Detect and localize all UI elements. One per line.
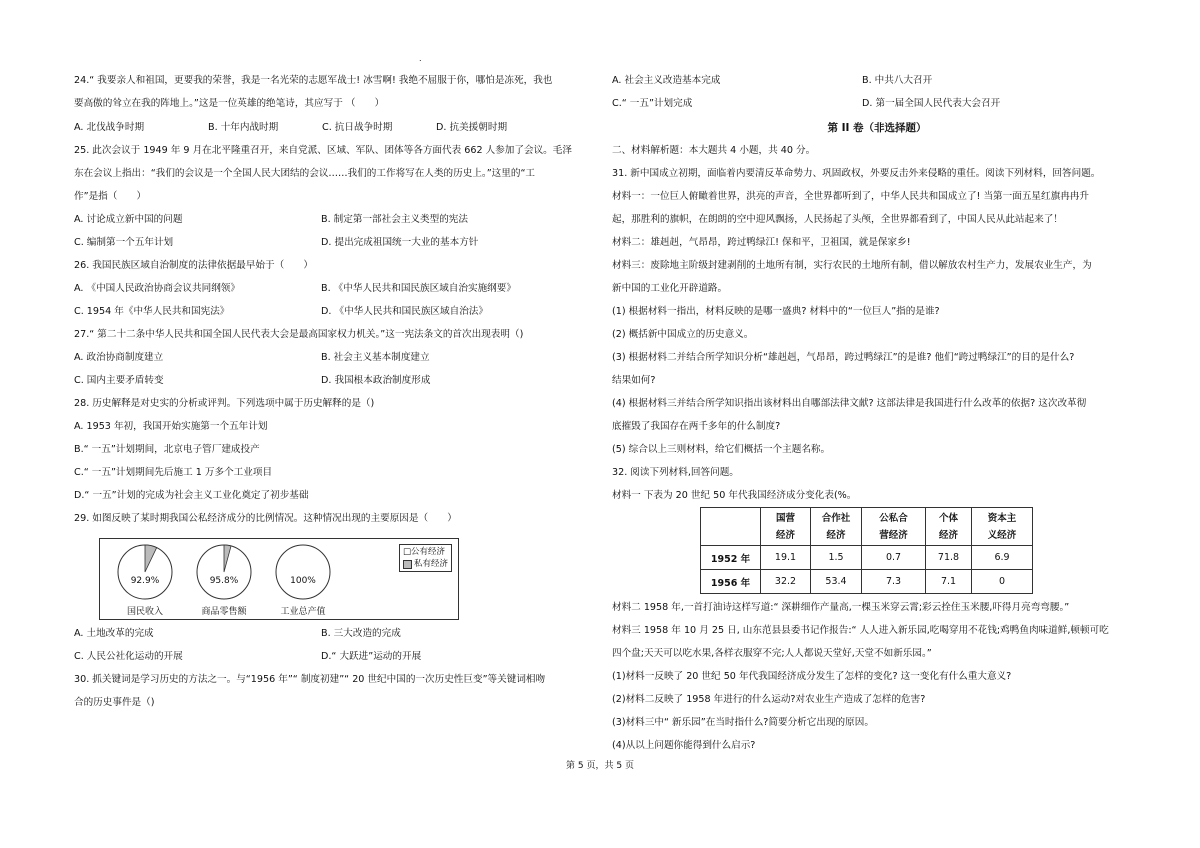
table-cell: 32.2 xyxy=(761,570,811,594)
q25-option-b: B. 制定第一部社会主义类型的宪法 xyxy=(321,214,468,225)
pie3-caption: 工业总产值 xyxy=(280,607,326,617)
table-header-cell: 国营 经济 xyxy=(761,508,811,546)
q32-material1: 材料一 下表为 20 世纪 50 年代我国经济成分变化表(%。 xyxy=(612,490,857,501)
q31-line: 材料二：雄赳赳，气昂昂，跨过鸭绿江! 保和平，卫祖国，就是保家乡! xyxy=(612,237,911,248)
pie2-value-label: 95.8% xyxy=(209,576,239,586)
legend-public: □公有经济 xyxy=(403,547,446,557)
q25-option-d: D. 提出完成祖国统一大业的基本方针 xyxy=(321,237,479,248)
table-cell: 0 xyxy=(972,570,1033,594)
q24-option-d: D. 抗美援朝时期 xyxy=(436,122,508,133)
q32-material3-line1: 材料三 1958 年 10 月 25 日, 山东范县县委书记作报告:“ 人人进入新乐园,吃喝穿用不花钱;鸡鸭鱼肉味道鲜,顿顿可吃 xyxy=(612,625,1109,636)
pie1-caption: 国民收入 xyxy=(126,607,163,617)
private-swatch-icon xyxy=(403,560,412,569)
q32-question: (4)从以上问题你能得到什么启示? xyxy=(612,740,756,751)
q32-question: (1)材料一反映了 20 世纪 50 年代我国经济成分发生了怎样的变化? 这一变化有什么重大意义? xyxy=(612,671,1012,682)
q28-option-c: C.“ 一五”计划期间先后施工 1 万多个工业项目 xyxy=(74,467,273,478)
table-row xyxy=(701,570,1033,594)
q29-option-d: D.“ 大跃进”运动的开展 xyxy=(321,651,422,662)
table-cell: 1.5 xyxy=(811,546,862,570)
table-row-year: 1952 年 xyxy=(701,546,761,570)
q24-stem-line1: 24.“ 我要亲人和祖国，更要我的荣誉，我是一名光荣的志愿军战士! 冰雪啊! 我绝不屈服于你，哪怕是冻死，我也 xyxy=(74,75,553,86)
table-cell: 0.7 xyxy=(862,546,926,570)
pie-legend xyxy=(399,544,452,572)
q31-question: (5) 综合以上三则材料，给它们概括一个主题名称。 xyxy=(612,444,831,455)
q32-stem: 32. 阅读下列材料,回答问题。 xyxy=(612,467,739,478)
q27-option-d: D. 我国根本政治制度形成 xyxy=(321,375,431,386)
q26-option-a: A. 《中国人民政治协商会议共同纲领》 xyxy=(74,283,240,294)
q26-option-d: D. 《中华人民共和国民族区域自治法》 xyxy=(321,306,488,317)
q30-option-d: D. 第一届全国人民代表大会召开 xyxy=(862,98,1001,109)
pie-3-circle xyxy=(276,545,330,599)
q31-line: 新中国的工业化开辟道路。 xyxy=(612,283,728,294)
q25-option-c: C. 编制第一个五年计划 xyxy=(74,237,174,248)
q28-option-b: B.“ 一五”计划期间，北京电子管厂建成投产 xyxy=(74,444,260,455)
table-header-row xyxy=(701,508,1033,546)
q25-stem-line3: 作”是指（ ） xyxy=(74,191,147,202)
q24-stem-line2: 要高傲的耸立在我的阵地上。”这是一位英雄的绝笔诗，其应写于 （ ） xyxy=(74,98,385,109)
q29-option-c: C. 人民公社化运动的开展 xyxy=(74,651,183,662)
section-title: 第 II 卷（非选择题） xyxy=(827,122,927,134)
table-cell: 71.8 xyxy=(926,546,972,570)
q31-question: 结果如何? xyxy=(612,375,656,386)
q31-question: (3) 根据材料二并结合所学知识分析“雄赳赳，气昂昂，跨过鸭绿江”的是谁? 他们“跨过鸭绿江”的目的是什么? xyxy=(612,352,1075,363)
q26-option-b: B. 《中华人民共和国民族区域自治实施纲要》 xyxy=(321,283,516,294)
table-header-cell: 资本主 义经济 xyxy=(972,508,1033,546)
table-cell: 6.9 xyxy=(972,546,1033,570)
table-cell: 7.1 xyxy=(926,570,972,594)
q32-material2: 材料二 1958 年,一首打油诗这样写道:“ 深耕细作产量高,一棵玉米穿云霄;彩云拴住玉米腰,吓得月亮弯弯腰。” xyxy=(612,602,1070,613)
table-header-cell: 公私合 营经济 xyxy=(862,508,926,546)
table-cell: 7.3 xyxy=(862,570,926,594)
q26-stem: 26. 我国民族区域自治制度的法律依据最早始于（ ） xyxy=(74,260,313,271)
q32-question: (2)材料二反映了 1958 年进行的什么运动?对农业生产造成了怎样的危害? xyxy=(612,694,926,705)
q30-option-a: A. 社会主义改造基本完成 xyxy=(612,75,721,86)
page-footer: 第 5 页，共 5 页 xyxy=(566,761,634,771)
q31-line: 31. 新中国成立初期，面临着内要清反革命势力、巩固政权，外要反击外来侵略的重任。阅读下列材料，回答问题。 xyxy=(612,168,1101,179)
q31-question: (1) 根据材料一指出，材料反映的是哪一盛典? 材料中的“一位巨人”指的是谁? xyxy=(612,306,940,317)
q32-question: (3)材料三中“ 新乐园”在当时指什么?简要分析它出现的原因。 xyxy=(612,717,874,728)
q29-stem: 29. 如图反映了某时期我国公私经济成分的比例情况。这种情况出现的主要原因是（ ） xyxy=(74,513,457,524)
table-corner-cell xyxy=(701,508,761,546)
q31-line: 材料一：一位巨人俯瞰着世界，洪亮的声音，全世界都听到了，中华人民共和国成立了! 当第一面五星红旗冉冉升 xyxy=(612,191,1089,202)
q28-stem: 28. 历史解释是对史实的分析或评判。下列选项中属于历史解释的是（) xyxy=(74,398,375,409)
q31-question: (4) 根据材料三并结合所学知识指出该材料出自哪部法律文献? 这部法律是我国进行什么改革的依据? 这次改革彻 xyxy=(612,398,1087,409)
table-row xyxy=(701,546,1033,570)
q32-material3-line2: 四个盘;天天可以吃水果,各样衣服穿不完;人人都说天堂好,天堂不如新乐园。” xyxy=(612,648,932,659)
q29-option-b: B. 三大改造的完成 xyxy=(321,628,401,639)
table-row-year: 1956 年 xyxy=(701,570,761,594)
q27-option-a: A. 政治协商制度建立 xyxy=(74,352,164,363)
q30-option-b: B. 中共八大召开 xyxy=(862,75,933,86)
table-header-cell: 个体 经济 xyxy=(926,508,972,546)
q24-option-c: C. 抗日战争时期 xyxy=(322,122,393,133)
stray-dot: . xyxy=(419,54,422,63)
pie2-caption: 商品零售额 xyxy=(201,607,247,617)
q27-option-c: C. 国内主要矛盾转变 xyxy=(74,375,164,386)
q31-line: 材料三：废除地主阶级封建剥削的土地所有制，实行农民的土地所有制，借以解放农村生产力，发展农业生产，为 xyxy=(612,260,1092,271)
legend-private: 私有经济 xyxy=(403,558,448,570)
q25-stem-line2: 东在会议上指出：“我们的会议是一个全国人民大团结的会议……我们的工作将写在人类的历史上。”这里的“工 xyxy=(74,168,536,179)
q24-option-b: B. 十年内战时期 xyxy=(208,122,279,133)
table-cell: 19.1 xyxy=(761,546,811,570)
q29-option-a: A. 土地改革的完成 xyxy=(74,628,154,639)
q30-stem-line1: 30. 抓关键词是学习历史的方法之一。与“1956 年”“ 制度初建”“ 20 世纪中国的一次历史性巨变”等关键词相吻 xyxy=(74,674,546,685)
table-cell: 53.4 xyxy=(811,570,862,594)
pie3-value-label: 100% xyxy=(290,576,316,586)
pie1-value-label: 92.9% xyxy=(130,576,160,586)
q24-option-a: A. 北伐战争时期 xyxy=(74,122,145,133)
q28-option-d: D.“ 一五”计划的完成为社会主义工业化奠定了初步基础 xyxy=(74,490,309,501)
table-header-cell: 合作社 经济 xyxy=(811,508,862,546)
q28-option-a: A. 1953 年初，我国开始实施第一个五年计划 xyxy=(74,421,268,432)
q30-stem-line2: 合的历史事件是（) xyxy=(74,697,155,708)
q31-question: 底摧毁了我国存在两千多年的什么制度? xyxy=(612,421,781,432)
q29-pie-figure xyxy=(99,538,459,620)
q30-option-c: C.“ 一五”计划完成 xyxy=(612,98,693,109)
economy-table xyxy=(700,507,1033,594)
q31-question: (2) 概括新中国成立的历史意义。 xyxy=(612,329,754,340)
q26-option-c: C. 1954 年《中华人民共和国宪法》 xyxy=(74,306,230,317)
q25-option-a: A. 讨论成立新中国的问题 xyxy=(74,214,183,225)
q25-stem-line1: 25. 此次会议于 1949 年 9 月在北平隆重召开，来自党派、区域、军队、团体等各方面代表 662 人参加了会议。毛泽 xyxy=(74,145,572,156)
q31-line: 起，那胜利的旗帜，在朗朗的空中迎风飘扬，人民扬起了头颅，全世界都看到了，中国人民从此站起来了！ xyxy=(612,214,1063,225)
q27-stem: 27.“ 第二十二条中华人民共和国全国人民代表大会是最高国家权力机关。”这一宪法条文的首次出现表明（) xyxy=(74,329,524,340)
q27-option-b: B. 社会主义基本制度建立 xyxy=(321,352,430,363)
section-intro: 二、材料解析题：本大题共 4 小题，共 40 分。 xyxy=(612,145,816,156)
